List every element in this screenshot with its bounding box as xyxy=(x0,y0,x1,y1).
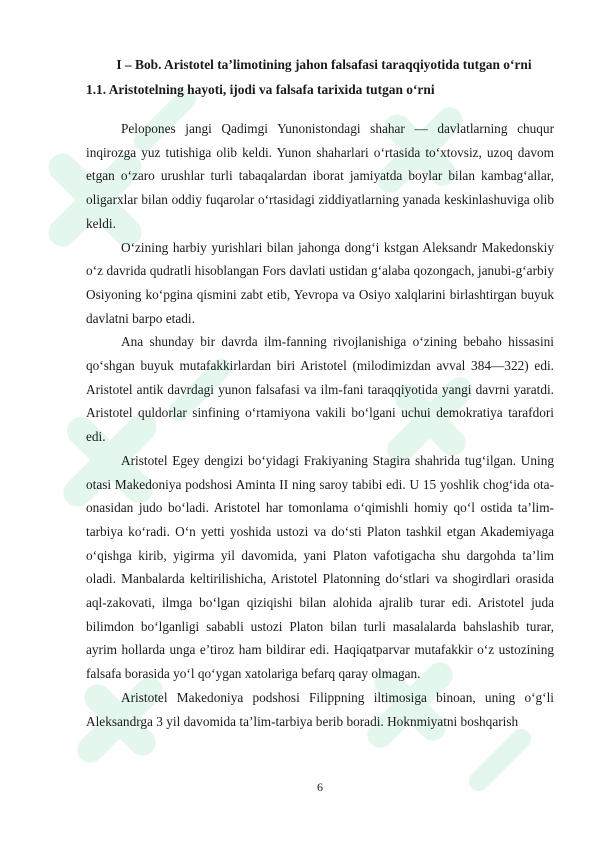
document-page xyxy=(86,55,554,733)
section-title: 1.1. Aristotelning hayoti, ijodi va falsafa tarixida tutgan o‘rni xyxy=(86,82,435,97)
page-number: 6 xyxy=(317,780,323,794)
paragraph: Aristotel Makedoniya podshosi Filippning iltimosiga binoan, uning o‘g‘li Aleksandrga 3 yil davomida ta’lim-tarbiya berib boradi. Hoknmiyatni boshqarish xyxy=(86,689,554,729)
chapter-title: I – Bob. Aristotel ta’limotining jahon falsafasi taraqqiyotida tutgan o‘rni xyxy=(116,57,532,72)
paragraph: Aristotel Egey dengizi bo‘yidagi Frakiyaning Stagira shahrida tug‘ilgan. Uning otasi Makedoniya podshosi Aminta II ning saroy tabibi edi. U 15 yoshlik chog‘ida ota-onasidan judo bo‘ladi. Aristotel har tomonlama o‘qimishli homiy qo‘l ostida ta’lim-tarbiya ko‘radi. O‘n yetti yoshida ustozi va do‘sti Platon tashkil etgan Akademiyaga o‘qishga kirib, yigirma yil davomida, yani Platon vafotigacha shu dargohda ta’lim oladi. Manbalarda keltirilishicha, Aristotel Platonning do‘stlari va shogirdlari orasida aql-zakovati, ilmga bo‘lgan qiziqishi bilan alohida ajralib turar edi. Aristotel juda bilimdon bo‘lganligi sababli ustozi Platon bilan turli masalalarda bahslashib turar, ayrim hollarda unga e’tiroz ham bildirar edi. Haqiqatparvar mutafakkir o‘z ustozining falsafa borasida yo‘l qo‘ygan xatolariga befarq qaray olmagan. xyxy=(86,452,554,682)
paragraph: Pelopones jangi Qadimgi Yunonistondagi shahar — davlatlarning chuqur inqirozga yuz tutishiga olib keldi. Yunon shaharlari o‘rtasida to‘xtovsiz, uzoq davom etgan o‘zaro urushlar turli tabaqalardan iborat jamiyatda boylar bilan kambag‘allar, oligarxlar bilan oddiy fuqarolar o‘rtasidagi ziddiyatlarning yanada keskinlashuviga olib keldi. xyxy=(86,121,554,231)
paragraph: Ana shunday bir davrda ilm-fanning rivojlanishiga o‘zining bebaho hissasini qo‘shgan buyuk mutafakkirlardan biri Aristotel (milodimizdan avval 384—322) edi. Aristotel antik davrdagi yunon falsafasi va ilm-fani taraqqiyotida yangi davrni yaratdi. Aristotel quldorlar sinfining o‘rtamiyona vakili bo‘lgani uchui demokratiya tarafdori edi. xyxy=(86,334,554,445)
paragraph: O‘zining harbiy yurishlari bilan jahonga dong‘i kstgan Aleksandr Makedonskiy o‘z davrida qudratli hisoblangan Fors davlati ustidan g‘alaba qozongach, janubi-g‘arbiy Osiyoning ko‘pgina qismini zabt etib, Yevropa va Osiyo xalqlarini birlashtirgan buyuk davlatni barpo etadi. xyxy=(86,239,554,326)
body-text xyxy=(86,117,554,733)
